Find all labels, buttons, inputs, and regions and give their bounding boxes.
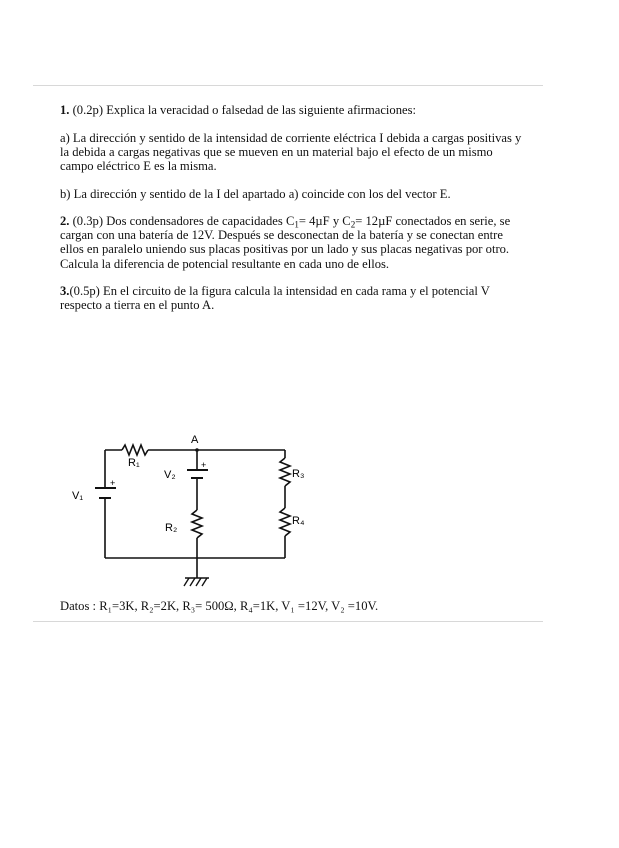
label-r3: R₃ [292,468,305,480]
label-v2: V₂ [164,469,176,481]
v1-plus-sign: + [110,478,116,488]
label-r2: R₂ [165,522,178,534]
q1-statement-b: b) La dirección y sentido de la I del apartado a) coincide con los del vector E. [60,187,451,201]
r2-resistor [192,510,202,538]
r4-resistor [280,508,290,536]
q2-text-2: = 4µF y C [298,214,351,228]
q1-prompt-text: Explica la veracidad o falsedad de las siguiente afirmaciones: [106,103,417,117]
q2-points: (0.3p) [72,214,104,228]
q2-text-3: = 12µF conectados en serie, se cargan con una batería de 12V. Después se desconectan de la batería y se conectan entre ellos en paralelo uniendo sus placas positivas por un lado y sus placas negativas por otro. Calcula la diferencia de potencial resultante en cada uno de ellos. [60,214,511,271]
q1-number: 1. [60,103,70,117]
q3-points: (0.5p) [69,284,100,298]
q3-body: En el circuito de la figura calcula la intensidad en cada rama y el potencial V respecto a tierra en el punto A. [60,284,490,313]
label-a: A [191,434,199,446]
q1-points: (0.2p) [72,103,104,117]
node-a-dot [195,448,199,452]
datos-line [60,599,378,614]
ground-icon [184,578,209,586]
label-r1: R₁ [128,457,140,469]
v2-plus-sign: + [201,460,207,470]
q2-number: 2. [60,214,70,228]
c1-subscript: 1 [294,219,299,230]
q2-text-1: Dos condensadores de capacidades C [106,214,295,228]
datos-label: Datos : [60,599,97,613]
label-r4: R₄ [292,515,305,527]
c2-subscript: 2 [350,219,356,230]
q1-statement-a: a) La dirección y sentido de la intensidad de corriente eléctrica I debida a cargas positivas y la debida a cargas negativas que se mueven en un material bajo el efecto de un mismo campo eléctrico E es la misma. [60,131,522,174]
r3-resistor [280,458,290,486]
r1-resistor [122,445,148,455]
datos-values: R₁=3K, R₂=2K, R₃= 500Ω, R₄=1K, V₁ =12V, V₂ =10V. [99,599,379,613]
label-v1: V₁ [72,490,84,502]
q3-number: 3. [60,284,70,298]
